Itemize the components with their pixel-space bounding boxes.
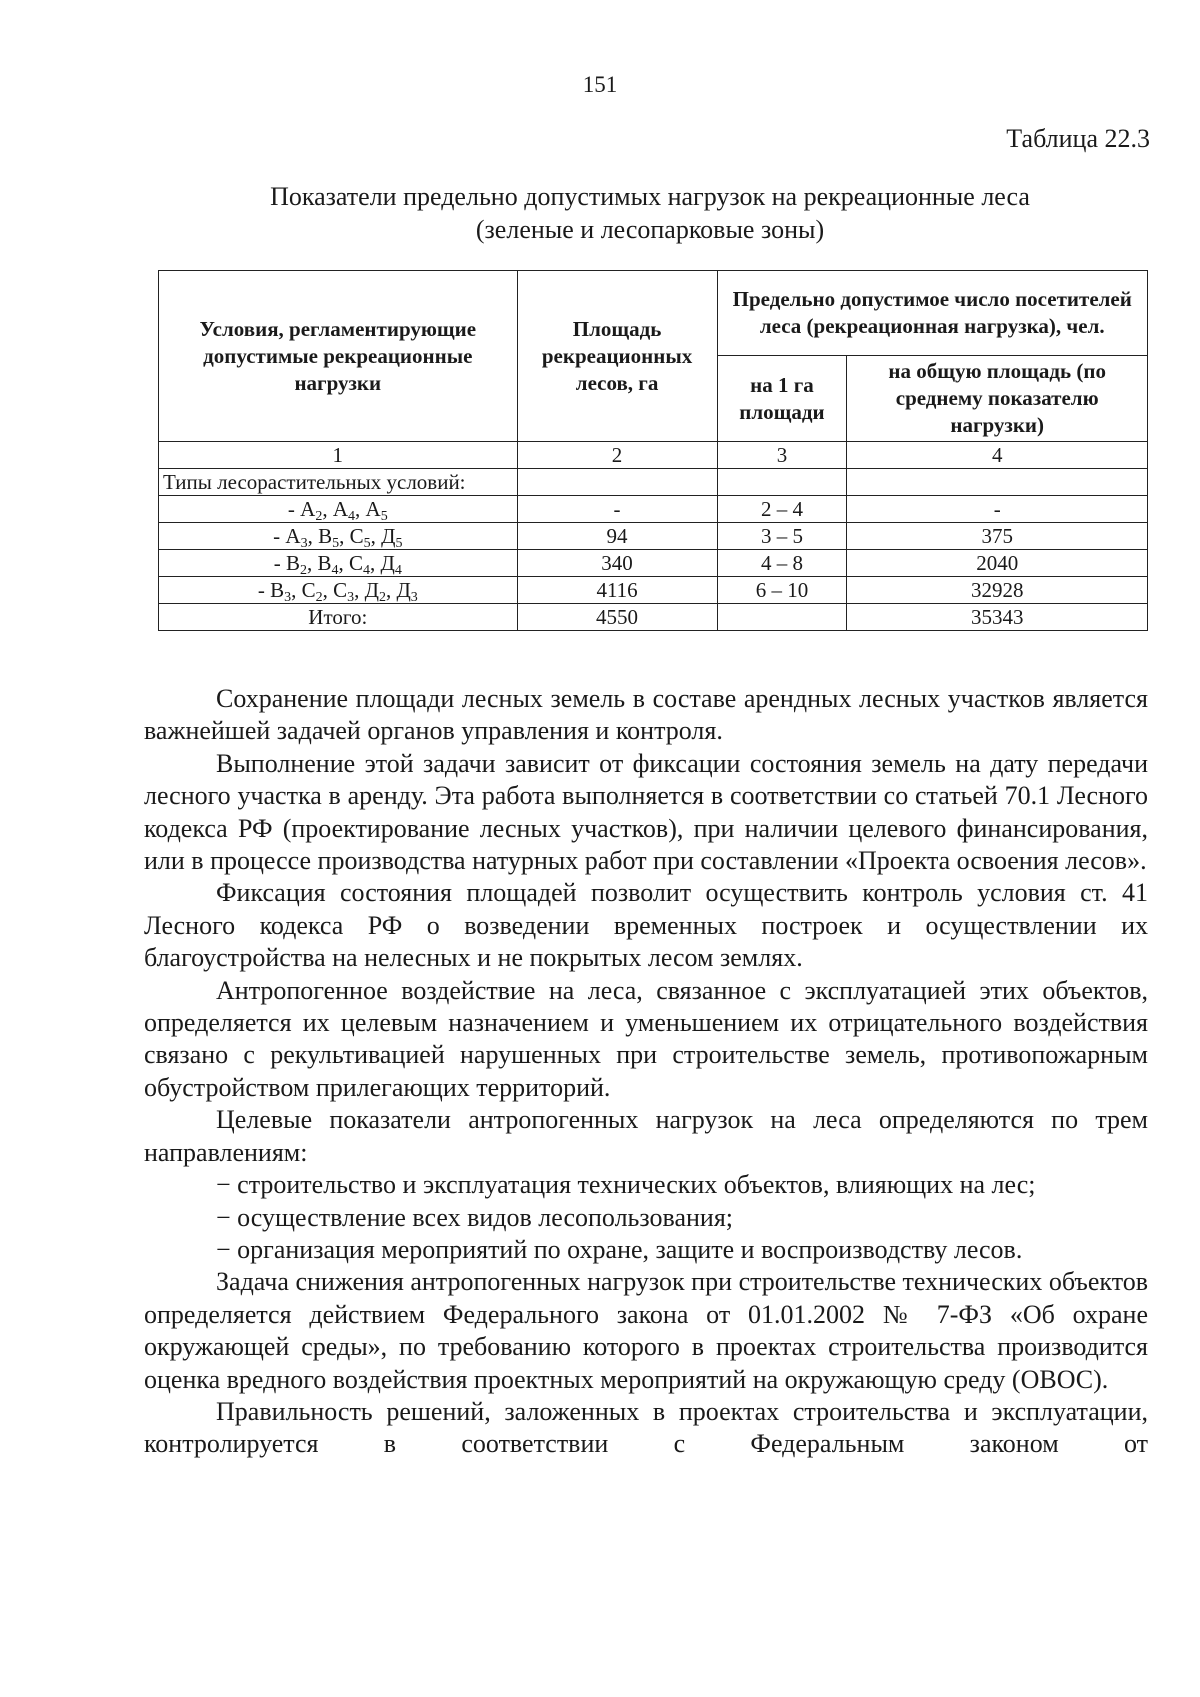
table-row-group-label: [159, 469, 1148, 496]
total-visitors: 35343: [847, 604, 1148, 631]
group-label: Типы лесорастительных условий:: [159, 469, 518, 496]
header-area: Площадь рекреационных лесов, га: [517, 271, 717, 442]
header-conditions: Условия, регламентирующие допустимые рекреационные нагрузки: [159, 271, 518, 442]
table-header-row: [159, 271, 1148, 356]
column-number: 3: [717, 442, 847, 469]
forest-condition-types: - $А_2$, $А_4$, $А_5$: [159, 496, 518, 523]
total-per-ha: [717, 604, 847, 631]
table-title-line-1: Показатели предельно допустимых нагрузок на рекреационные леса: [270, 182, 1030, 211]
column-number: 4: [847, 442, 1148, 469]
table-label: Таблица 22.3: [1006, 124, 1150, 153]
paragraph: Антропогенное воздействие на леса, связанное с эксплуатацией этих объектов, определяется их целевым назначением и уменьшением их отрицательного воздействия связано с рекультивацией нарушенных при строительстве земель, противопожарным обустройством прилегающих территорий.: [144, 975, 1148, 1102]
area-cell: 4116: [517, 577, 717, 604]
table-row: [159, 577, 1148, 604]
list-item: − организация мероприятий по охране, защите и воспроизводству лесов.: [216, 1234, 1023, 1264]
list-item: − строительство и эксплуатация технических объектов, влияющих на лес;: [216, 1170, 1036, 1200]
table-row: [159, 550, 1148, 577]
area-cell: 94: [517, 523, 717, 550]
per-ha-cell: 3 – 5: [717, 523, 847, 550]
list-item: − осуществление всех видов лесопользования;: [216, 1202, 734, 1232]
area-cell: 340: [517, 550, 717, 577]
per-ha-cell: 4 – 8: [717, 550, 847, 577]
paragraph: Сохранение площади лесных земель в составе арендных лесных участков является важнейшей задачей органов управления и контроля.: [144, 684, 1148, 746]
table-row: [159, 496, 1148, 523]
total-cell: -: [847, 496, 1148, 523]
per-ha-cell: 2 – 4: [717, 496, 847, 523]
paragraph: Выполнение этой задачи зависит от фиксации состояния земель на дату передачи лесного участка в аренду. Эта работа выполняется в соответствии со статьей 70.1 Лесного кодекса РФ (проектирование лесных участков), при наличии целевого финансирования, или в процессе производства натурных работ при составлении «Проекта освоения лесов».: [144, 748, 1148, 876]
total-cell: 2040: [847, 550, 1148, 577]
paragraph: Целевые показатели антропогенных нагрузок на леса определяются по трем направлениям:: [144, 1105, 1148, 1167]
table-row: [159, 523, 1148, 550]
header-per-ha: на 1 га площади: [717, 356, 847, 442]
total-cell: 32928: [847, 577, 1148, 604]
total-label: Итого:: [159, 604, 518, 631]
forest-condition-types: - $В_3$, $С_2$, $С_3$, $Д_2$, $Д_3$: [159, 577, 518, 604]
table-title-line-2: (зеленые и лесопарковые зоны): [475, 215, 825, 244]
body-text: [144, 683, 1148, 1461]
column-number-row: [159, 442, 1148, 469]
table-title: [0, 180, 1200, 246]
paragraph: Правильность решений, заложенных в проектах строительства и эксплуатации, контролируется в соответствии с Федеральным законом от: [144, 1396, 1148, 1459]
per-ha-cell: 6 – 10: [717, 577, 847, 604]
table-total-row: [159, 604, 1148, 631]
area-cell: -: [517, 496, 717, 523]
table-cell: [847, 469, 1148, 496]
page-number: 151: [582, 72, 618, 97]
forest-condition-types: - $В_2$, $В_4$, $С_4$, $Д_4$: [159, 550, 518, 577]
header-total: на общую площадь (по среднему показателю нагрузки): [847, 356, 1148, 442]
forest-condition-types: - $А_3$, $В_5$, $С_5$, $Д_5$: [159, 523, 518, 550]
paragraph: Задача снижения антропогенных нагрузок при строительстве технических объектов определяется действием Федерального закона от 01.01.2002 № 7-ФЗ «Об охране окружающей среды», по требованию которого в проектах строительства производится оценка вредного воздействия проектных мероприятий на окружающую среду (ОВОС).: [144, 1267, 1148, 1394]
table-cell: [717, 469, 847, 496]
table-cell: [517, 469, 717, 496]
paragraph: Фиксация состояния площадей позволит осуществить контроль условия ст. 41 Лесного кодекса РФ о возведении временных построек и осуществлении их благоустройства на нелесных и не покрытых лесом землях.: [144, 878, 1148, 973]
header-limit: Предельно допустимое число посетителей леса (рекреационная нагрузка), чел.: [717, 271, 1148, 356]
column-number: 1: [159, 442, 518, 469]
column-number: 2: [517, 442, 717, 469]
total-cell: 375: [847, 523, 1148, 550]
recreation-load-table: [158, 270, 1148, 631]
total-area: 4550: [517, 604, 717, 631]
